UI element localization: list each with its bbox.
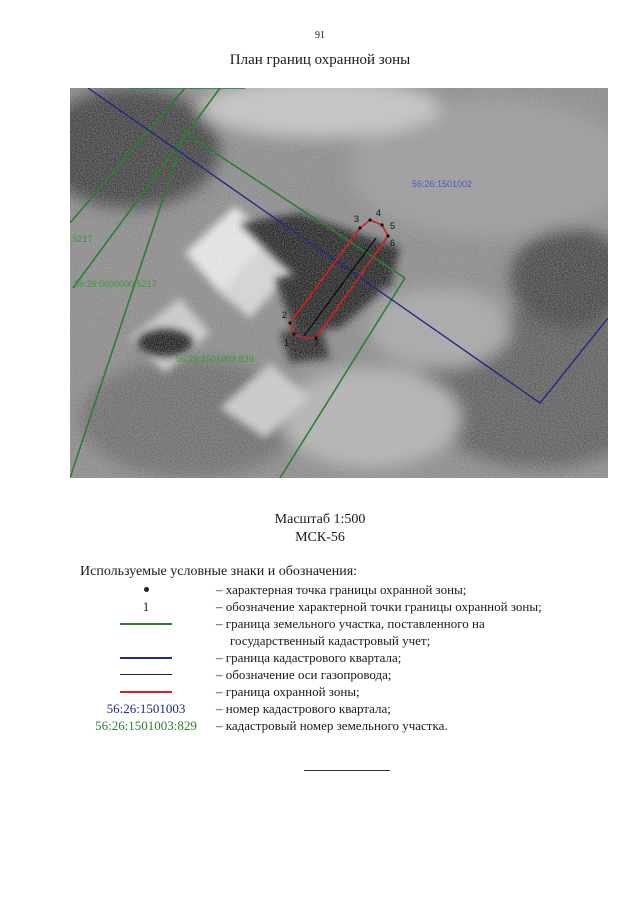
page-title: План границ охранной зоны <box>229 52 411 68</box>
legend-row-parcel-number <box>76 717 616 734</box>
legend <box>76 581 616 734</box>
legend-symbol-quarter-number: 56:26:1501003 <box>106 701 186 716</box>
legend-row-quarter-boundary <box>76 649 616 666</box>
parcel-label-left: 56:26:0000000:5217 <box>74 279 157 289</box>
point-label-3: 3 <box>354 214 360 224</box>
red-line-icon <box>120 691 172 693</box>
point-label-7: 7 <box>314 338 320 348</box>
point-label-2: 2 <box>282 310 288 320</box>
point-label-5: 5 <box>390 221 396 231</box>
point-label-1: 1 <box>284 338 290 348</box>
parcel-label-partial: :5217 <box>70 234 93 244</box>
blue-line-icon <box>120 657 172 659</box>
legend-desc: – характерная точка границы охранной зоны; <box>216 582 467 597</box>
end-rule <box>304 770 390 771</box>
legend-desc: – обозначение характерной точки границы охранной зоны; <box>216 599 542 614</box>
legend-desc: – граница охранной зоны; <box>216 684 360 699</box>
legend-desc: – кадастровый номер земельного участка. <box>216 718 448 733</box>
black-line-icon <box>120 674 172 675</box>
aerial-map <box>70 88 608 478</box>
legend-row-point-label <box>76 598 616 615</box>
legend-row-protection-zone <box>76 683 616 700</box>
page-number: 91 <box>315 30 325 41</box>
scale-text: Масштаб 1:500 <box>274 512 366 527</box>
legend-row-parcel-boundary <box>76 615 616 649</box>
quarter-label-top: 56:26:1501002 <box>412 179 473 189</box>
legend-row-quarter-number <box>76 700 616 717</box>
point-label-4: 4 <box>376 208 382 218</box>
legend-desc: – обозначение оси газопровода; <box>216 667 392 682</box>
legend-symbol-text: 1 <box>142 599 150 614</box>
legend-row-point <box>76 581 616 598</box>
point-label-6: 6 <box>390 238 396 248</box>
parcel-label-main: 56:26:1501003:829 <box>176 354 254 364</box>
legend-desc-continuation: государственный кадастровый учет; <box>230 633 431 648</box>
legend-symbol-parcel-number: 56:26:1501003:829 <box>95 718 197 733</box>
green-line-icon <box>120 623 172 625</box>
legend-desc <box>216 615 616 649</box>
legend-desc: – номер кадастрового квартала; <box>216 701 391 716</box>
legend-heading: Используемые условные знаки и обозначения: <box>80 564 358 579</box>
legend-desc-line: – граница земельного участка, поставленного на <box>216 616 485 631</box>
legend-desc: – граница кадастрового квартала; <box>216 650 402 665</box>
coordinate-system: МСК-56 <box>295 530 345 545</box>
legend-row-gas-axis <box>76 666 616 683</box>
scale-block <box>0 511 640 547</box>
point-dot-icon <box>144 587 149 592</box>
